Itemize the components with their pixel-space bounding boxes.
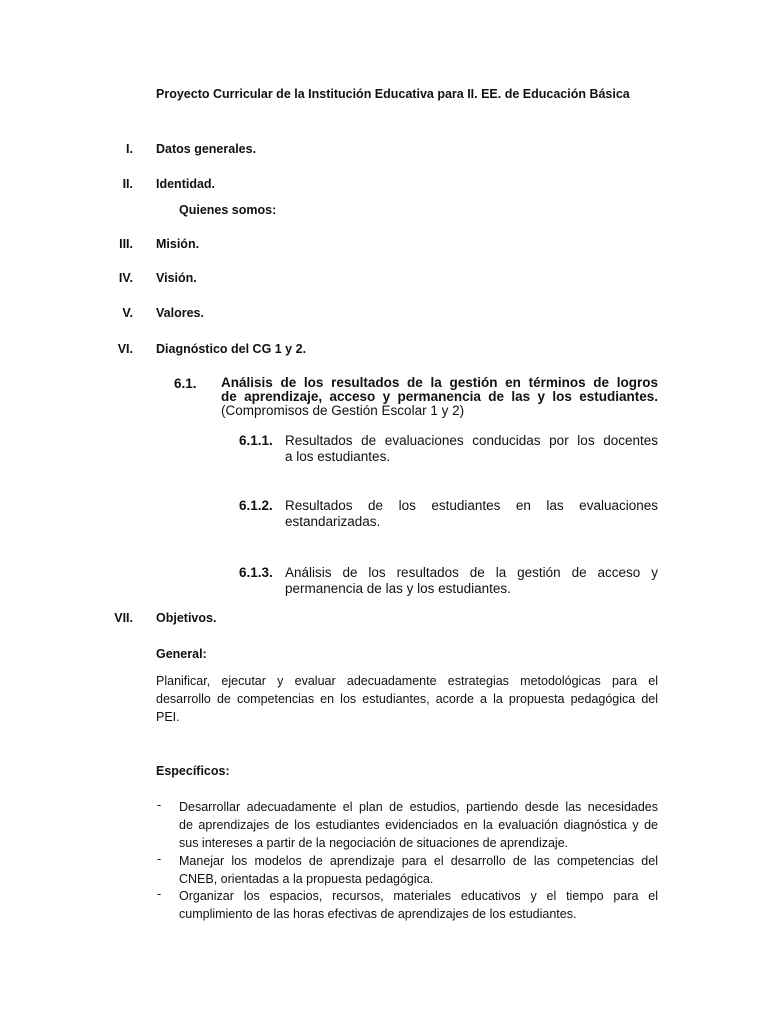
section-number-3: III.: [119, 237, 133, 251]
subsection-number-6-1-1: 6.1.1.: [239, 433, 273, 448]
subsection-6-1-2-text: [285, 498, 658, 530]
bullet-dash: -: [157, 798, 162, 812]
subsection-6-1-1-text: [285, 433, 658, 465]
section-number-1: I.: [126, 142, 133, 156]
subsection-number-6-1-2: 6.1.2.: [239, 498, 273, 513]
especificos-item-3-line-2: cumplimiento de las horas efectivas de aprendizajes de los estudiantes.: [179, 907, 577, 921]
subsection-6-1-2-line-1: Resultados de los estudiantes en las evaluaciones: [285, 498, 658, 513]
especificos-item-3: [179, 887, 658, 923]
subsection-6-1-2-line-2: estandarizadas.: [285, 514, 381, 529]
section-heading-diagnostico: Diagnóstico del CG 1 y 2.: [156, 342, 307, 356]
section-heading-objetivos: Objetivos.: [156, 611, 217, 625]
subsection-6-1-line-3: (Compromisos de Gestión Escolar 1 y 2): [221, 403, 465, 418]
especificos-item-1-line-1: Desarrollar adecuadamente el plan de estudios, partiendo desde las necesidades: [179, 800, 658, 814]
especificos-item-1-line-2: de aprendizajes de los estudiantes evidenciados en la evaluación diagnóstica y de: [179, 818, 658, 832]
especificos-item-2-line-2: CNEB, orientadas a la propuesta pedagógica.: [179, 872, 434, 886]
bullet-dash: -: [157, 852, 162, 866]
general-paragraph: [156, 672, 658, 726]
subsection-number-6-1-3: 6.1.3.: [239, 565, 273, 580]
especificos-heading: Específicos:: [156, 764, 230, 778]
especificos-item-1-line-3: sus intereses a partir de la negociación de situaciones de aprendizaje.: [179, 836, 569, 850]
section-heading-identidad: Identidad.: [156, 177, 216, 191]
especificos-item-1: [179, 798, 658, 852]
section-number-6: VI.: [117, 342, 133, 356]
subsection-6-1-line-2: de aprendizaje, acceso y permanencia de las y los estudiantes.: [221, 389, 658, 404]
section-number-7: VII.: [114, 611, 133, 625]
section-heading-datos-generales: Datos generales.: [156, 142, 257, 156]
section-heading-vision: Visión.: [156, 271, 197, 285]
subsection-6-1-3-text: [285, 565, 658, 597]
section-heading-mision: Misión.: [156, 237, 200, 251]
document-title: Proyecto Curricular de la Institución Educativa para II. EE. de Educación Básica: [156, 87, 630, 101]
subsection-6-1-3-line-1: Análisis de los resultados de la gestión de acceso y: [285, 565, 658, 580]
general-heading: General:: [156, 647, 207, 661]
especificos-item-3-line-1: Organizar los espacios, recursos, materiales educativos y el tiempo para el: [179, 889, 658, 903]
subsection-number-6-1: 6.1.: [174, 376, 197, 391]
subsection-6-1-1-line-1: Resultados de evaluaciones conducidas por los docentes: [285, 433, 658, 448]
subsection-6-1-3-line-2: permanencia de las y los estudiantes.: [285, 581, 511, 596]
subsection-6-1-line-1: Análisis de los resultados de la gestión en términos de logros: [221, 375, 658, 390]
section-number-5: V.: [122, 306, 133, 320]
especificos-item-2: [179, 852, 658, 888]
subsection-6-1-text: [221, 376, 658, 418]
section-number-4: IV.: [118, 271, 133, 285]
especificos-item-2-line-1: Manejar los modelos de aprendizaje para el desarrollo de las competencias del: [179, 854, 658, 868]
section-number-2: II.: [122, 177, 133, 191]
section-heading-valores: Valores.: [156, 306, 204, 320]
general-line-2: desarrollo de competencias en los estudiantes, acorde a la propuesta pedagógica del: [156, 692, 658, 706]
subsection-6-1-1-line-2: a los estudiantes.: [285, 449, 391, 464]
general-line-1: Planificar, ejecutar y evaluar adecuadamente estrategias metodológicas para el: [156, 674, 658, 688]
general-line-3: PEI.: [156, 710, 180, 724]
bullet-dash: -: [157, 887, 162, 901]
identity-subheading: Quienes somos:: [179, 203, 277, 217]
